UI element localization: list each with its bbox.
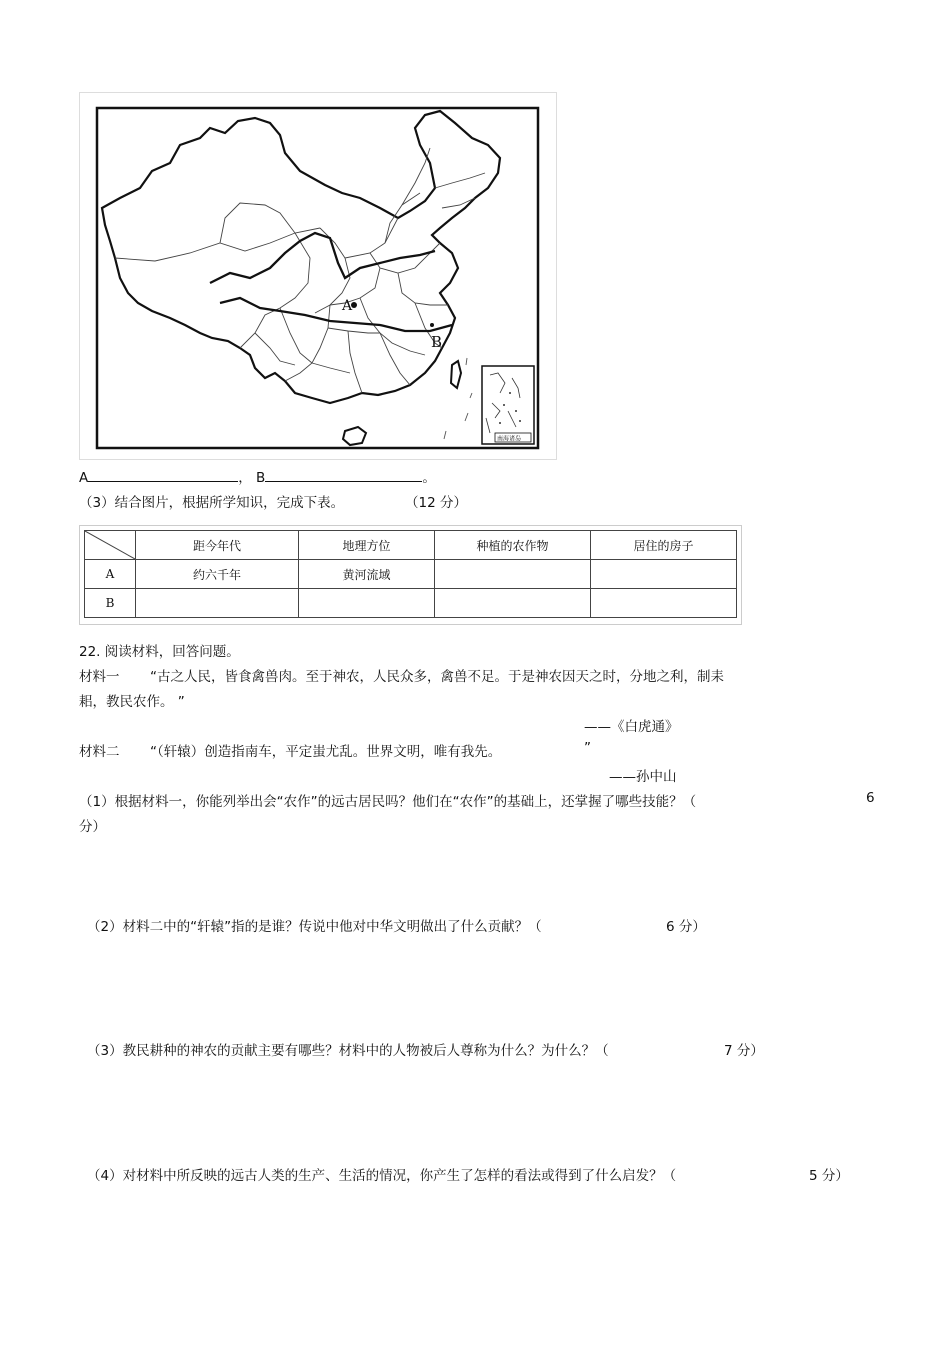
row-label: B <box>85 589 136 618</box>
q22-title: 22. 阅读材料，回答问题。 <box>79 644 240 660</box>
header-location: 地理方位 <box>299 531 435 560</box>
table-row <box>85 560 737 589</box>
blank-separator: ， <box>238 470 252 486</box>
blank-a-label: A <box>79 470 89 486</box>
map-label-a: A <box>342 298 353 314</box>
china-outline <box>102 111 500 403</box>
question-1-line1: （1）根据材料一，你能列举出会“农作”的远古居民吗？他们在“农作”的基础上，还掌握了哪些技能？（ <box>79 794 697 810</box>
material2-label: 材料二 <box>79 744 120 760</box>
q21-part3-score: （12 分） <box>405 495 467 511</box>
major-rivers <box>210 233 452 331</box>
answer-table <box>84 530 737 618</box>
question-3: （3）教民耕种的神农的贡献主要有哪些？材料中的人物被后人尊称为什么？为什么？（ <box>87 1043 609 1059</box>
answer-blank-b[interactable] <box>265 469 422 482</box>
question-2: （2）材料二中的“轩辕”指的是谁？传说中他对中华文明做出了什么贡献？（ <box>87 919 542 935</box>
table-row <box>85 589 737 618</box>
taiwan-island <box>451 361 461 388</box>
header-era: 距今年代 <box>136 531 299 560</box>
hainan-island <box>343 427 366 445</box>
inset-caption: 南海诸岛 <box>497 435 522 443</box>
header-houses: 居住的房子 <box>591 531 737 560</box>
answer-cell[interactable] <box>435 589 591 618</box>
map-label-b: B <box>431 333 443 351</box>
q21-part3-text: （3）结合图片，根据所学知识，完成下表。 <box>79 495 345 511</box>
china-map-figure <box>79 92 557 460</box>
answer-blank-a[interactable] <box>88 469 238 482</box>
material2-text: “（轩辕）创造指南车，平定蚩尤乱。世界文明，唯有我先。 <box>150 744 502 760</box>
row-label: A <box>85 560 136 589</box>
table-corner-cell <box>85 531 136 560</box>
material2-source: ——孙中山 <box>609 769 677 785</box>
answer-cell[interactable] <box>299 589 435 618</box>
question-3-score: 7 分） <box>724 1043 764 1059</box>
table-cell: 约六千年 <box>136 560 299 589</box>
material2-quote-end: ” <box>584 740 591 756</box>
material1-source: ——《白虎通》 <box>584 719 679 735</box>
answer-cell[interactable] <box>136 589 299 618</box>
question-1-line2: 分） <box>79 819 106 835</box>
header-crops: 种植的农作物 <box>435 531 591 560</box>
material1-label: 材料一 <box>79 669 120 685</box>
china-map-drawing <box>80 93 556 459</box>
question-4: （4）对材料中所反映的远古人类的生产、生活的情况，你产生了怎样的看法或得到了什么启发？（ <box>87 1168 677 1184</box>
question-4-score: 5 分） <box>809 1168 849 1184</box>
question-2-score: 6 分） <box>666 919 706 935</box>
q21-blank-line <box>79 466 436 486</box>
blank-end: 。 <box>422 470 436 486</box>
q21-part3-line <box>79 491 344 511</box>
answer-cell[interactable] <box>591 589 737 618</box>
answer-cell[interactable] <box>435 560 591 589</box>
site-b-dot <box>430 323 434 327</box>
blank-b-label: B <box>256 470 266 486</box>
material1-line2: 耜，教民农作。 ” <box>79 694 185 710</box>
province-borders <box>115 148 485 393</box>
table-header-row <box>85 531 737 560</box>
material1-line1: “古之人民，皆食禽兽肉。至于神农，人民众多，禽兽不足。于是神农因天之时，分地之利，制耒 <box>150 669 724 685</box>
table-cell: 黄河流域 <box>299 560 435 589</box>
answer-cell[interactable] <box>591 560 737 589</box>
question-1-score: 6 <box>866 790 875 806</box>
